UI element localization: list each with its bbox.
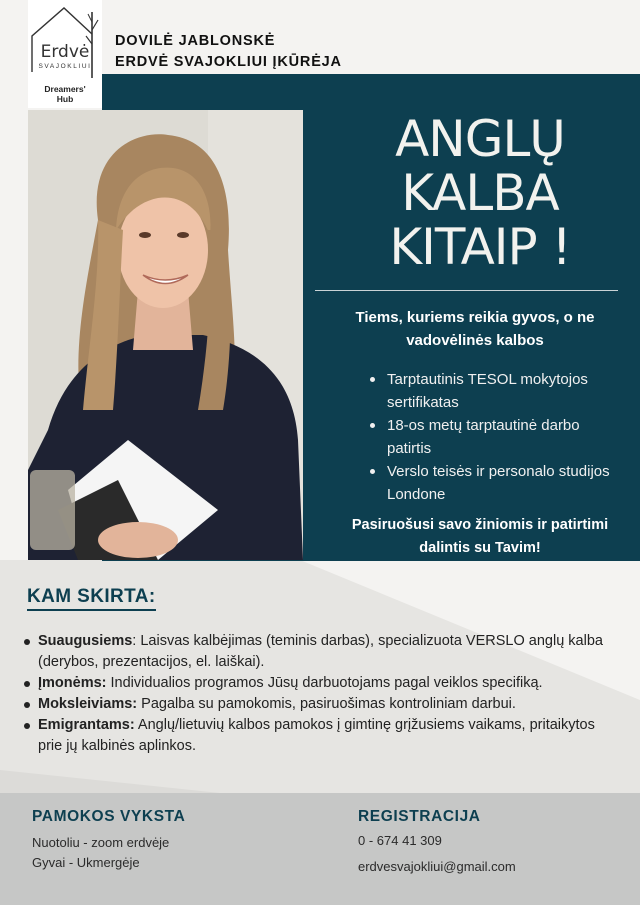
logo-hub-line1: Dreamers' — [44, 84, 86, 94]
headline-line-2: KALBA — [401, 164, 559, 222]
portrait-illustration — [28, 110, 303, 560]
portrait-photo — [28, 110, 303, 560]
lessons-live: Gyvai - Ukmergėje — [32, 855, 140, 870]
closing-statement: Pasiruošusi savo žiniomis ir patirtimi dalintis su Tavim! — [351, 517, 609, 556]
logo-hub-line2: Hub — [56, 94, 74, 104]
divider — [315, 290, 618, 291]
lessons-section — [32, 807, 185, 873]
headline-line-3: KITAIP ! — [389, 218, 571, 276]
audience-label: Įmonėms: — [38, 675, 107, 691]
audience-item — [22, 631, 622, 673]
audience-list — [22, 631, 622, 757]
logo-wordmark: Erdvė — [40, 42, 90, 62]
headline — [330, 112, 630, 274]
tagline: Tiems, kuriems reikia gyvos, o ne vadovėlinės kalbos — [355, 309, 595, 349]
email-link[interactable]: erdvesvajokliui@gmail.com — [358, 859, 516, 874]
credential-item: Verslo teisės ir personalo studijos Londone — [368, 460, 618, 506]
audience-heading: KAM SKIRTA: — [27, 586, 156, 611]
audience-item — [22, 694, 622, 715]
lessons-title: PAMOKOS VYKSTA — [32, 808, 186, 825]
author-name: DOVILĖ JABLONSKĖ — [115, 33, 276, 49]
audience-label: Suaugusiems — [38, 633, 133, 649]
logo-subtitle: SVAJOKLIUI — [38, 63, 92, 70]
phone-number[interactable]: 0 - 674 41 309 — [358, 833, 442, 848]
credentials-list — [368, 368, 618, 506]
header — [115, 31, 342, 73]
author-role: ERDVĖ SVAJOKLIUI ĮKŪRĖJA — [115, 54, 342, 70]
audience-text: Anglų/lietuvių kalbos pamokos į gimtinę grįžusiems vaikams, pritaikytos prie jų kalbinės aplinkos. — [38, 717, 595, 754]
audience-text: : Laisvas kalbėjimas (teminis darbas), specializuota VERSLO anglų kalba (derybos, prezentacijos, el. laiškai). — [38, 633, 603, 670]
logo[interactable] — [28, 0, 102, 108]
logo-hub — [28, 84, 102, 104]
audience-item — [22, 673, 622, 694]
headline-line-1: ANGLŲ — [395, 110, 565, 168]
credential-item: Tarptautinis TESOL mokytojos sertifikatas — [368, 368, 618, 414]
registration-section — [358, 807, 516, 877]
lessons-online: Nuotoliu - zoom erdvėje — [32, 835, 170, 850]
audience-text: Pagalba su pamokomis, pasiruošimas kontroliniam darbui. — [137, 696, 516, 712]
audience-text: Individualios programos Jūsų darbuotojams pagal veiklos specifiką. — [106, 675, 543, 691]
audience-label: Emigrantams: — [38, 717, 135, 733]
credential-item: 18-os metų tarptautinė darbo patirtis — [368, 414, 618, 460]
registration-title: REGISTRACIJA — [358, 808, 481, 825]
footer — [0, 793, 640, 905]
audience-item — [22, 715, 622, 757]
audience-label: Moksleiviams: — [38, 696, 138, 712]
